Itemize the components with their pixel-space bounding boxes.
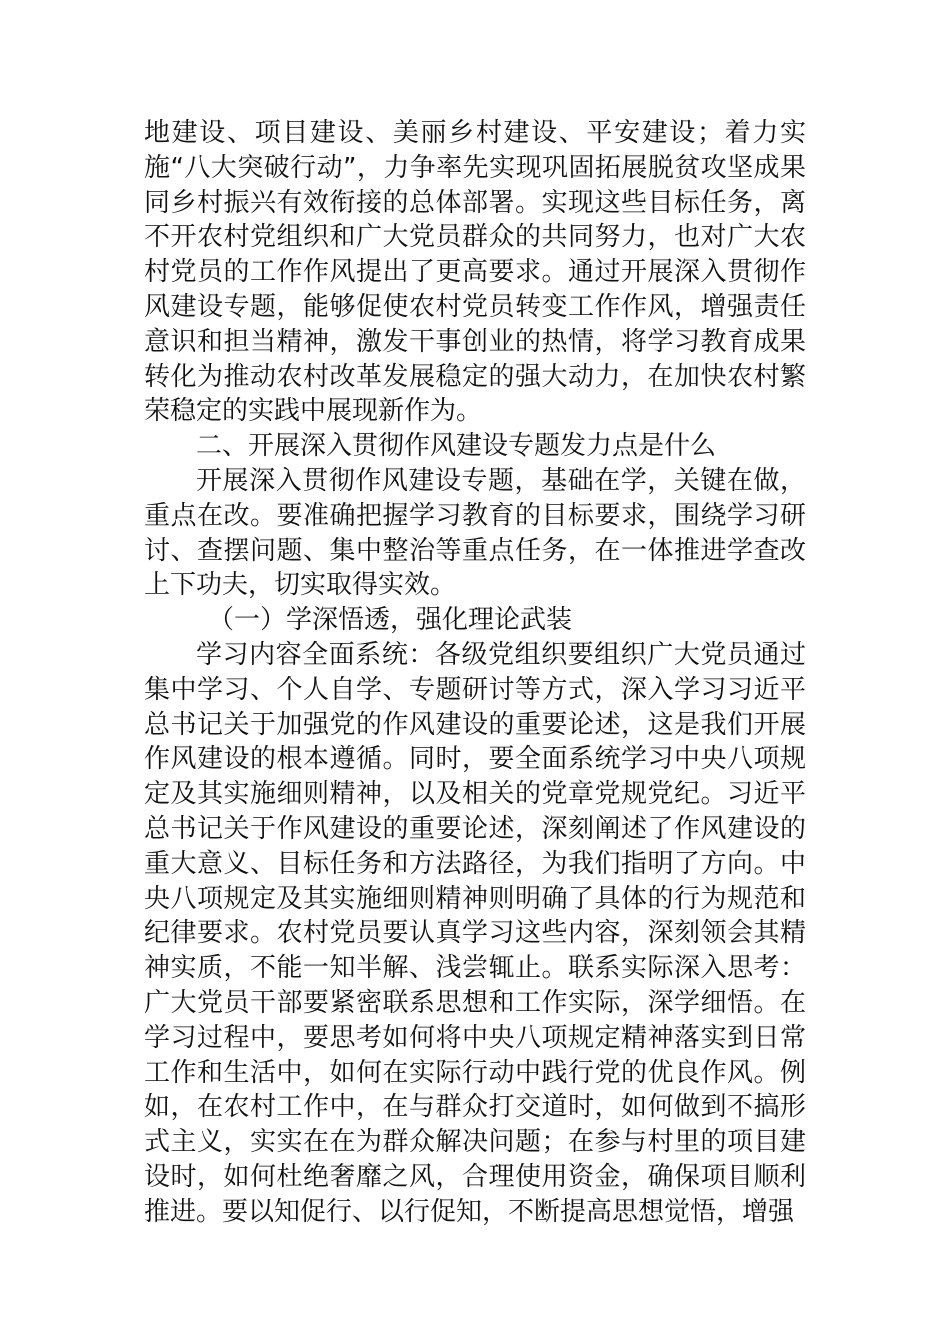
paragraph-study: 学习内容全面系统：各级党组织要组织广大党员通过集中学习、个人自学、专题研讨等方式，深入学习习近平总书记关于加强党的作风建设的重要论述，这是我们开展作风建设的根本遵循。同时，要全面系统学习中央八项规定及其实施细则精神，以及相关的党章党规党纪。习近平总书记关于作风建设的重要论述，深刻阐述了作风建设的重大意义、目标任务和方法路径，为我们指明了方向。中央八项规定及其实施细则精神则明确了具体的行为规范和纪律要求。农村党员要认真学习这些内容，深刻领会其精神实质，不能一知半解、浅尝辄止。联系实际深入思考：广大党员干部要紧密联系思想和工作实际，深学细悟。在学习过程中，要思考如何将中央八项规定精神落实到日常工作和生活中，如何在实际行动中践行党的优良作风。例如，在农村工作中，在与群众打交道时，如何做到不搞形式主义，实实在在为群众解决问题；在参与村里的项目建设时，如何杜绝奢靡之风，合理使用资金，确保项目顺利推进。要以知促行、以行促知，不断提高思想觉悟，增强 (144, 639, 806, 1227)
section-heading: 二、开展深入贯彻作风建设专题发力点是什么 (196, 431, 717, 462)
paragraph-continued: 地建设、项目建设、美丽乡村建设、平安建设；着力实施“八大突破行动”，力争率先实现巩固拓展脱贫攻坚成果同乡村振兴有效衔接的总体部署。实现这些目标任务，离不开农村党组织和广大党员群众的共同努力，也对广大农村党员的工作作风提出了更高要求。通过开展深入贯彻作风建设专题，能够促使农村党员转变工作作风，增强责任意识和担当精神，激发干事创业的热情，将学习教育成果转化为推动农村改革发展稳定的强大动力，在加快农村繁荣稳定的实践中展现新作为。 (144, 118, 806, 427)
subsection-heading: （一）学深悟透，强化理论武装 (208, 605, 573, 636)
paragraph-intro: 开展深入贯彻作风建设专题，基础在学，关键在做，重点在改。要准确把握学习教育的目标要求，围绕学习研讨、查摆问题、集中整治等重点任务，在一体推进学查改上下功夫，切实取得实效。 (144, 465, 806, 601)
document-page (144, 116, 806, 1230)
